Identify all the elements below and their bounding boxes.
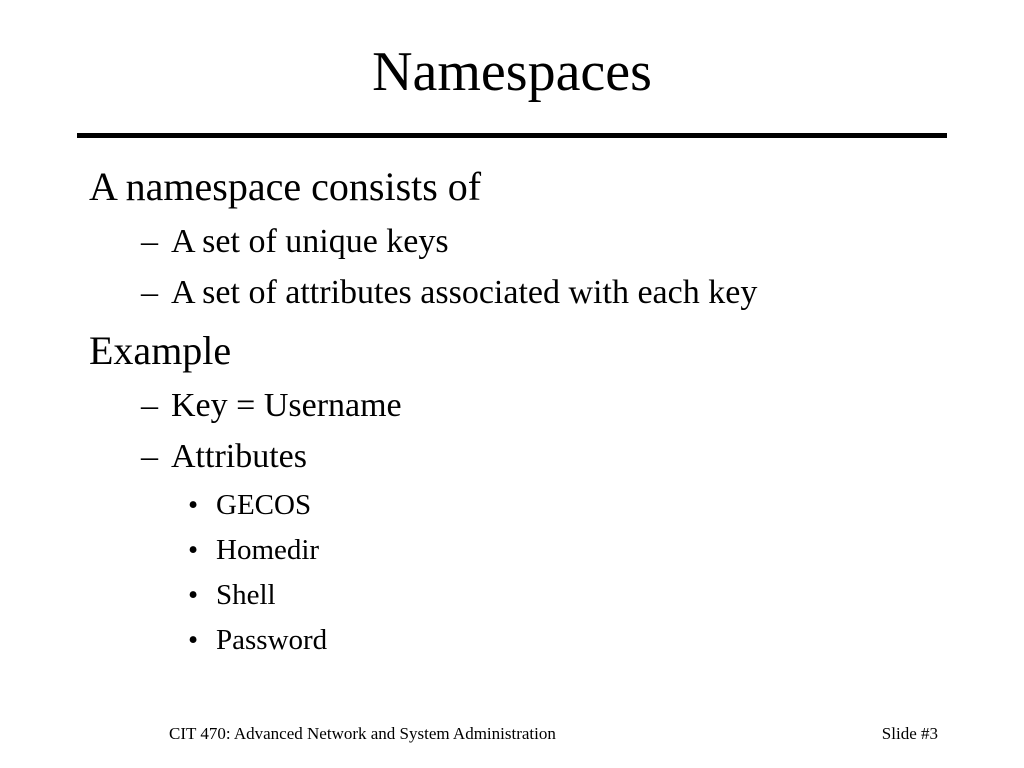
sub-bullet-key-username	[141, 389, 402, 423]
dash-marker: –	[141, 274, 158, 311]
attribute-gecos	[188, 491, 311, 520]
bullet-text: Shell	[216, 579, 276, 611]
bullet-text: Attributes	[171, 438, 307, 475]
bullet-text: Password	[216, 624, 328, 656]
sub-bullet-attributes	[141, 440, 307, 474]
bullet-dot-marker: •	[188, 489, 199, 521]
attribute-password	[188, 626, 327, 655]
dash-marker: –	[141, 387, 158, 424]
bullet-dot-marker: •	[188, 534, 199, 566]
bullet-example	[89, 328, 232, 373]
bullet-text: Example	[89, 328, 232, 373]
footer-course-title: CIT 470: Advanced Network and System Administration	[169, 724, 556, 743]
bullet-text: Key = Username	[171, 387, 402, 424]
bullet-dot-marker: •	[188, 624, 199, 656]
sub-bullet-attributes-per-key	[141, 276, 757, 310]
bullet-text: GECOS	[216, 489, 312, 521]
attribute-homedir	[188, 536, 319, 565]
dash-marker: –	[141, 438, 158, 475]
slide-title: Namespaces	[372, 41, 652, 103]
bullet-text: A set of attributes associated with each key	[171, 274, 758, 311]
bullet-dot-marker: •	[188, 579, 199, 611]
sub-bullet-unique-keys	[141, 225, 449, 259]
dash-marker: –	[141, 223, 158, 260]
bullet-text: A namespace consists of	[89, 164, 482, 209]
bullet-namespace-definition	[89, 164, 482, 209]
attribute-shell	[188, 581, 276, 610]
footer-slide-number: Slide #3	[881, 724, 938, 743]
bullet-text: A set of unique keys	[171, 223, 449, 260]
bullet-text: Homedir	[216, 534, 320, 566]
title-divider	[77, 133, 947, 138]
